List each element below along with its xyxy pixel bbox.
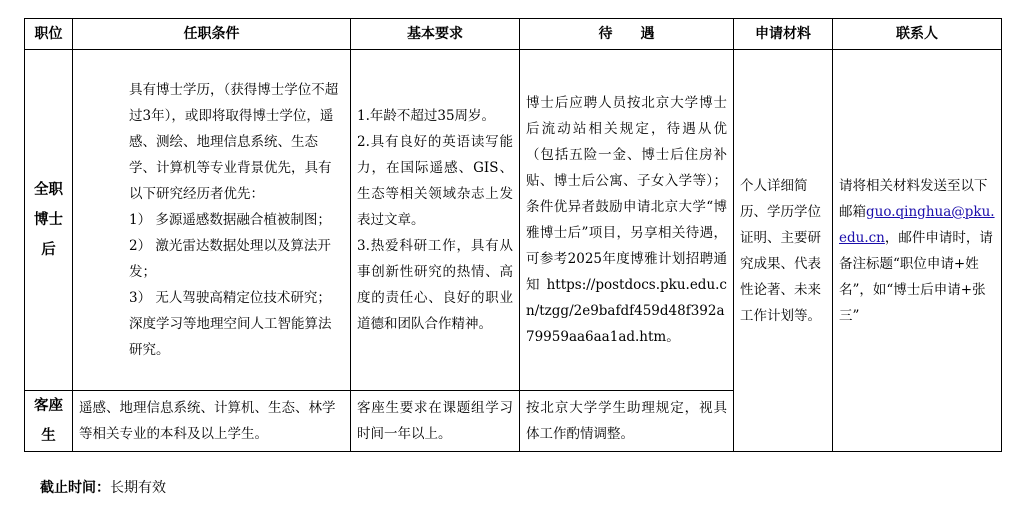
contact-suffix: ，邮件申请时，请备注标题“职位申请+姓名”，如“博士后申请+张三” [839, 229, 993, 324]
header-position: 职位 [25, 19, 73, 50]
qualification-item: 深度学习等地理空间人工智能算法研究。 [129, 316, 332, 358]
positions-table [24, 18, 1002, 452]
requirement-item: 2.具有良好的英语读写能力，在国际遥感、GIS、生态等相关领域杂志上发表过文章。 [357, 134, 513, 228]
position-postdoc-line: 全职 [34, 182, 63, 198]
position-postdoc-line: 博士 [34, 212, 63, 228]
qualification-item: 1） 多源遥感数据融合植被制图； [129, 212, 331, 228]
contact-prefix: 请将相关材料发送至以下邮箱 [839, 177, 988, 220]
header-materials: 申请材料 [734, 19, 833, 50]
position-visiting-line: 生 [41, 428, 56, 444]
contact-email-link[interactable]: guo.qinghua@pku.edu.cn [839, 203, 995, 246]
requirement-item: 1.年龄不超过35周岁。 [357, 108, 496, 124]
postdoc-benefits: 博士后应聘人员按北京大学博士后流动站相关规定，待遇从优（包括五险一金、博士后住房补贴、博士后公寓、子女入学等）；条件优异者鼓励申请北京大学“博雅博士后”项目，另享相关待遇，可参考2025年度博雅计划招聘通知https://postdocs.pku.edu.cn/tzgg/2e9bafdf459d48f392a79959aa6aa1ad.htm。 [520, 50, 734, 391]
application-materials: 个人详细简历、学历学位证明、主要研究成果、代表性论著、未来工作计划等。 [734, 50, 833, 452]
table-row-postdoc [25, 50, 1002, 391]
postdoc-requirements [351, 50, 520, 391]
qualification-item: 2） 激光雷达数据处理以及算法开发； [129, 238, 331, 280]
position-postdoc [25, 50, 73, 391]
header-requirements: 基本要求 [351, 19, 520, 50]
position-postdoc-line: 后 [41, 242, 56, 258]
visiting-requirements: 客座生要求在课题组学习时间一年以上。 [351, 391, 520, 452]
position-visiting-line: 客座 [34, 398, 63, 414]
deadline [40, 478, 166, 498]
deadline-label: 截止时间： [40, 480, 110, 496]
qualification-item: 具有博士学历，（获得博士学位不超过3年），或即将取得博士学位，遥感、测绘、地理信息系统、生态学、计算机等专业背景优先，具有以下研究经历者优先： [129, 82, 339, 202]
position-visiting [25, 391, 73, 452]
qualification-item: 3） 无人驾驶高精定位技术研究； [129, 290, 331, 306]
header-benefits: 待 遇 [520, 19, 734, 50]
postdoc-qualifications [73, 50, 351, 391]
header-row [25, 19, 1002, 50]
deadline-value: 长期有效 [110, 480, 166, 496]
requirement-item: 3.热爱科研工作，具有从事创新性研究的热情、高度的责任心、良好的职业道德和团队合作精神。 [357, 238, 513, 332]
header-qualifications: 任职条件 [73, 19, 351, 50]
visiting-qualifications: 遥感、地理信息系统、计算机、生态、林学等相关专业的本科及以上学生。 [73, 391, 351, 452]
contact-info [833, 50, 1002, 452]
visiting-benefits: 按北京大学学生助理规定，视具体工作酌情调整。 [520, 391, 734, 452]
header-contact: 联系人 [833, 19, 1002, 50]
